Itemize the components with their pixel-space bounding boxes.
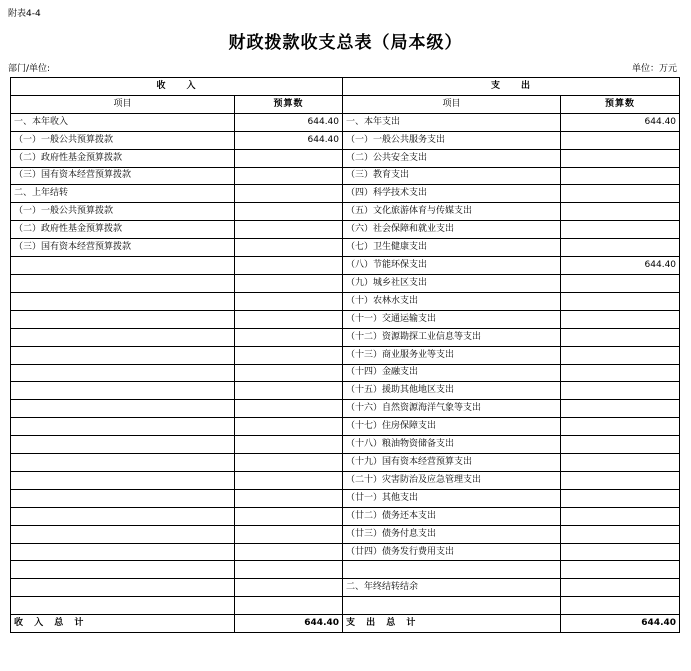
expense-value-cell: [561, 382, 680, 400]
expense-item-cell: （廿一）其他支出: [343, 489, 561, 507]
income-value-cell: [235, 346, 343, 364]
expense-value-cell: [561, 346, 680, 364]
expense-value-cell: [561, 489, 680, 507]
income-value-cell: [235, 239, 343, 257]
income-item-cell: [11, 543, 235, 561]
income-value-cell: [235, 436, 343, 454]
income-value-cell: [235, 292, 343, 310]
expense-value-cell: [561, 418, 680, 436]
expense-value-cell: [561, 525, 680, 543]
expense-item-cell: （廿二）债务还本支出: [343, 507, 561, 525]
income-budget-header: 预算数: [235, 95, 343, 113]
income-item-cell: （三）国有资本经营预算拨款: [11, 167, 235, 185]
income-value-cell: 644.40: [235, 113, 343, 131]
table-row: [11, 543, 680, 561]
income-value-cell: [235, 418, 343, 436]
table-row: [11, 167, 680, 185]
income-item-cell: （一）一般公共预算拨款: [11, 203, 235, 221]
income-value-cell: [235, 203, 343, 221]
expense-item-cell: （十一）交通运输支出: [343, 310, 561, 328]
income-value-cell: [235, 400, 343, 418]
income-value-cell: [235, 597, 343, 615]
unit-label: 单位：万元: [631, 64, 677, 74]
income-item-cell: [11, 382, 235, 400]
income-item-cell: 一、本年收入: [11, 113, 235, 131]
expense-value-cell: [561, 454, 680, 472]
income-header: 收 入: [11, 78, 343, 96]
table-row: [11, 579, 680, 597]
expense-value-cell: [561, 400, 680, 418]
expense-item-cell: （十六）自然资源海洋气象等支出: [343, 400, 561, 418]
income-item-cell: [11, 471, 235, 489]
expense-item-cell: （十二）资源勘探工业信息等支出: [343, 328, 561, 346]
income-value-cell: [235, 561, 343, 579]
expense-item-cell: 一、本年支出: [343, 113, 561, 131]
table-row: [11, 525, 680, 543]
income-item-cell: [11, 346, 235, 364]
expense-value-cell: [561, 185, 680, 203]
expense-value-cell: [561, 203, 680, 221]
table-row: [11, 454, 680, 472]
expense-value-cell: [561, 167, 680, 185]
department-label: 部门/单位:: [8, 64, 51, 74]
income-item-cell: 二、上年结转: [11, 185, 235, 203]
expense-total-label: 支 出 总 计: [343, 615, 561, 633]
expense-value-cell: [561, 436, 680, 454]
expense-item-cell: （十八）粮油物资储备支出: [343, 436, 561, 454]
income-value-cell: [235, 382, 343, 400]
table-row: [11, 471, 680, 489]
expense-item-cell: （八）节能环保支出: [343, 257, 561, 275]
table-row: [11, 507, 680, 525]
table-row: [11, 400, 680, 418]
income-value-cell: [235, 185, 343, 203]
expense-value-cell: 644.40: [561, 113, 680, 131]
expense-value-cell: [561, 310, 680, 328]
income-item-cell: （一）一般公共预算拨款: [11, 131, 235, 149]
section-header-row: [11, 78, 680, 96]
expense-item-cell: （十七）住房保障支出: [343, 418, 561, 436]
income-value-cell: [235, 489, 343, 507]
income-item-cell: [11, 400, 235, 418]
expense-value-cell: [561, 597, 680, 615]
expense-item-cell: （十四）金融支出: [343, 364, 561, 382]
table-row: [11, 149, 680, 167]
income-value-cell: [235, 579, 343, 597]
expense-value-cell: [561, 364, 680, 382]
expense-item-cell: （廿四）债务发行费用支出: [343, 543, 561, 561]
expense-item-cell: （五）文化旅游体育与传媒支出: [343, 203, 561, 221]
expense-value-cell: [561, 149, 680, 167]
income-item-cell: [11, 525, 235, 543]
income-value-cell: [235, 257, 343, 275]
expense-item-cell: （十）农林水支出: [343, 292, 561, 310]
income-item-header: 项目: [11, 95, 235, 113]
income-total-label: 收 入 总 计: [11, 615, 235, 633]
income-item-cell: [11, 328, 235, 346]
table-row: [11, 382, 680, 400]
income-value-cell: [235, 310, 343, 328]
budget-table: [10, 77, 680, 633]
expense-value-cell: [561, 239, 680, 257]
income-item-cell: [11, 364, 235, 382]
expense-value-cell: [561, 507, 680, 525]
income-value-cell: [235, 364, 343, 382]
income-item-cell: （二）政府性基金预算拨款: [11, 149, 235, 167]
expense-item-cell: （十五）援助其他地区支出: [343, 382, 561, 400]
income-value-cell: [235, 274, 343, 292]
expense-item-cell: （九）城乡社区支出: [343, 274, 561, 292]
column-header-row: [11, 95, 680, 113]
income-total-value: 644.40: [235, 615, 343, 633]
income-item-cell: [11, 310, 235, 328]
expense-item-cell: （十九）国有资本经营预算支出: [343, 454, 561, 472]
income-item-cell: [11, 579, 235, 597]
expense-value-cell: 644.40: [561, 257, 680, 275]
expense-item-cell: （廿三）债务付息支出: [343, 525, 561, 543]
income-value-cell: 644.40: [235, 131, 343, 149]
expense-value-cell: [561, 328, 680, 346]
expense-value-cell: [561, 131, 680, 149]
income-item-cell: [11, 489, 235, 507]
expense-total-value: 644.40: [561, 615, 680, 633]
expense-item-header: 项目: [343, 95, 561, 113]
income-item-cell: [11, 436, 235, 454]
expense-item-cell: （六）社会保障和就业支出: [343, 221, 561, 239]
expense-item-cell: （七）卫生健康支出: [343, 239, 561, 257]
table-row: [11, 436, 680, 454]
expense-value-cell: [561, 292, 680, 310]
expense-item-cell: （一）一般公共服务支出: [343, 131, 561, 149]
table-row: [11, 274, 680, 292]
income-item-cell: [11, 597, 235, 615]
table-row: [11, 292, 680, 310]
table-row: [11, 131, 680, 149]
table-row: [11, 310, 680, 328]
table-body: [11, 78, 680, 633]
expense-header: 支 出: [343, 78, 680, 96]
total-row: [11, 615, 680, 633]
income-value-cell: [235, 167, 343, 185]
table-row: [11, 221, 680, 239]
expense-item-cell: [343, 561, 561, 579]
income-value-cell: [235, 543, 343, 561]
expense-item-cell: （三）教育支出: [343, 167, 561, 185]
expense-value-cell: [561, 471, 680, 489]
income-item-cell: [11, 454, 235, 472]
income-item-cell: （二）政府性基金预算拨款: [11, 221, 235, 239]
income-item-cell: [11, 274, 235, 292]
table-row: [11, 346, 680, 364]
expense-item-cell: （四）科学技术支出: [343, 185, 561, 203]
income-item-cell: [11, 257, 235, 275]
income-value-cell: [235, 149, 343, 167]
income-value-cell: [235, 471, 343, 489]
income-value-cell: [235, 454, 343, 472]
income-item-cell: （三）国有资本经营预算拨款: [11, 239, 235, 257]
table-row: [11, 418, 680, 436]
income-value-cell: [235, 221, 343, 239]
income-item-cell: [11, 292, 235, 310]
expense-item-cell: [343, 597, 561, 615]
expense-value-cell: [561, 561, 680, 579]
expense-budget-header: 预算数: [561, 95, 680, 113]
income-item-cell: [11, 418, 235, 436]
table-row: [11, 203, 680, 221]
expense-value-cell: [561, 579, 680, 597]
income-value-cell: [235, 507, 343, 525]
table-row: [11, 364, 680, 382]
expense-item-cell: 二、年终结转结余: [343, 579, 561, 597]
income-value-cell: [235, 328, 343, 346]
expense-value-cell: [561, 274, 680, 292]
table-row: [11, 328, 680, 346]
table-row: [11, 597, 680, 615]
income-item-cell: [11, 507, 235, 525]
expense-value-cell: [561, 221, 680, 239]
expense-value-cell: [561, 543, 680, 561]
page-title: 财政拨款收支总表（局本级）: [228, 33, 463, 53]
table-row: [11, 489, 680, 507]
table-row: [11, 239, 680, 257]
table-row: [11, 561, 680, 579]
expense-item-cell: （二）公共安全支出: [343, 149, 561, 167]
income-value-cell: [235, 525, 343, 543]
attachment-label: 附表4-4: [8, 9, 41, 19]
income-item-cell: [11, 561, 235, 579]
expense-item-cell: （二十）灾害防治及应急管理支出: [343, 471, 561, 489]
table-row: [11, 185, 680, 203]
table-row: [11, 113, 680, 131]
expense-item-cell: （十三）商业服务业等支出: [343, 346, 561, 364]
table-row: [11, 257, 680, 275]
